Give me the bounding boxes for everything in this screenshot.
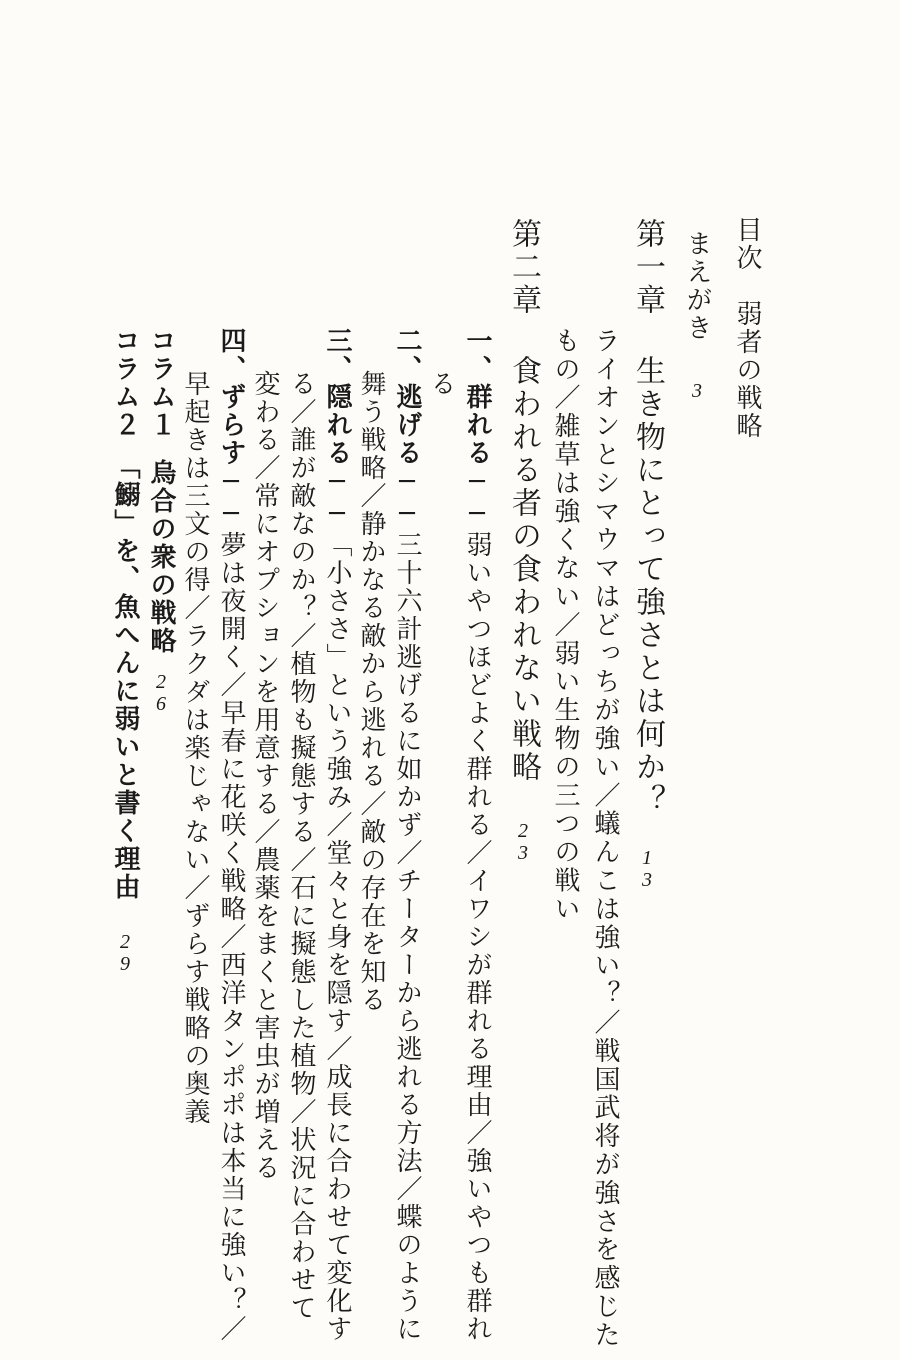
toc-title: 目次 弱者の戦略	[732, 216, 762, 440]
toc-entry-preface[interactable]	[684, 230, 710, 402]
section3-summary-line2: る／誰が敵なのか？／植物も擬態する／石に擬態した植物／状況に合わせて	[286, 370, 316, 1322]
chapter2-title: 食われる者の食われない戦略	[506, 355, 541, 784]
column1-page-number: 26	[150, 671, 172, 715]
section3-line1[interactable]	[324, 327, 350, 1343]
column1-title: 烏合の衆の戦略	[146, 459, 176, 655]
section2-heading: 逃げる	[392, 383, 422, 467]
chapter1-label: 第一章	[630, 218, 665, 317]
chapter2-label: 第二章	[506, 218, 541, 317]
column2-page-number: 29	[114, 931, 136, 975]
section1-heading: 群れる	[462, 383, 492, 467]
toc-entry-column1[interactable]	[148, 327, 174, 715]
section1-summary-line2: る	[426, 370, 456, 398]
section4-line1[interactable]	[218, 327, 244, 1343]
section2-number: 二、	[392, 327, 422, 383]
chapter1-page-number: 13	[636, 847, 658, 891]
section1-line1[interactable]	[464, 327, 490, 1343]
section4-heading: ずらす	[216, 383, 246, 467]
chapter1-summary-line1: ライオンとシマウマはどっちが強い／蟻んこは強い？／戦国武将が強さを感じた	[590, 327, 620, 1350]
section1-number: 一、	[462, 327, 492, 383]
toc-entry-chapter1[interactable]	[630, 218, 665, 891]
column1-label: コラム１	[146, 327, 176, 439]
chapter1-title: 生き物にとって強さとは何か？	[630, 355, 665, 817]
preface-label: まえがき	[682, 230, 712, 342]
section2-summary-line2: 舞う戦略／静かなる敵から逃れる／敵の存在を知る	[356, 370, 386, 1014]
section3-heading: 隠れる	[322, 383, 352, 467]
toc-entry-chapter2[interactable]	[506, 218, 541, 864]
column2-title: 「鰯」を、魚へんに弱いと書く理由	[110, 453, 140, 901]
section4-summary-line1: ──夢は夜開く／早春に花咲く戦略／西洋タンポポは本当に強い？／	[216, 467, 246, 1343]
toc-entry-column2[interactable]	[112, 327, 138, 975]
chapter1-summary-line2: もの／雑草は強くない／弱い生物の三つの戦い	[550, 327, 580, 924]
section3-summary-line3: 変わる／常にオプションを用意する／農薬をまくと害虫が増える	[250, 370, 280, 1182]
section2-summary-line1: ──三十六計逃げるに如かず／チーターから逃れる方法／蝶のように	[392, 467, 422, 1343]
section2-line1[interactable]	[394, 327, 420, 1343]
section3-number: 三、	[322, 327, 352, 383]
section4-summary-line2: 早起きは三文の得／ラクダは楽じゃない／ずらす戦略の奥義	[180, 370, 210, 1126]
section1-summary-line1: ──弱いやつほどよく群れる／イワシが群れる理由／強いやつも群れ	[462, 467, 492, 1343]
chapter2-page-number: 23	[512, 820, 534, 864]
column2-label: コラム２	[110, 327, 140, 439]
section4-number: 四、	[216, 327, 246, 383]
preface-page-number: 3	[686, 380, 708, 402]
section3-summary-line1: ──「小ささ」という強み／堂々と身を隠す／成長に合わせて変化す	[322, 467, 352, 1343]
